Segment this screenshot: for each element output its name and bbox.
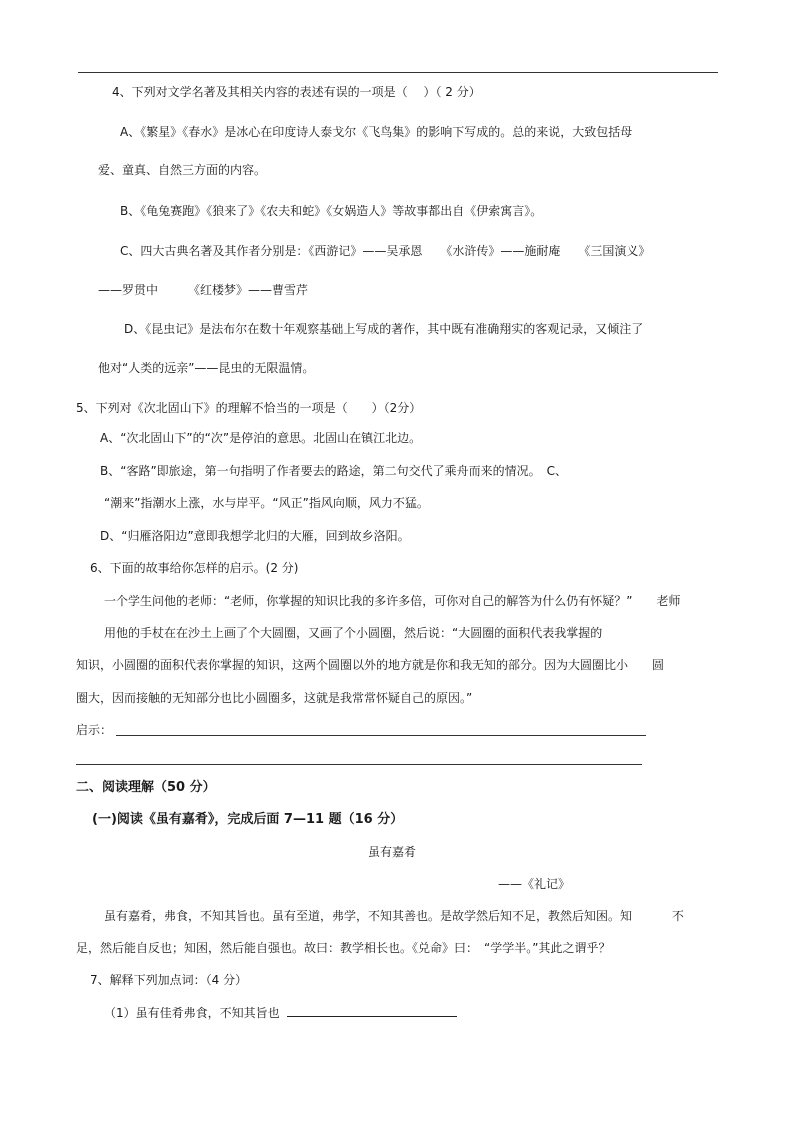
- passage-title: 虽有嘉肴: [368, 845, 417, 859]
- q6-story-line2: 用他的手杖在在沙土上画了个大圆圈，又画了个小圆圈，然后说：“大圆圈的面积代表我掌握的: [104, 626, 603, 640]
- q5-option-b: B、“客路”即旅途，第一句指明了作者要去的路途，第二句交代了乘舟而来的情况。 C、: [100, 464, 568, 478]
- q6-answer-line1[interactable]: [116, 735, 646, 736]
- q6-answer-line2[interactable]: [76, 764, 642, 765]
- passage-line2: 足，然后能自反也；知困，然后能自强也。故曰：教学相长也。《兑命》曰： “学学半。”其此之谓乎？: [76, 941, 611, 955]
- q4-option-b: B、《龟兔赛跑》《狼来了》《农夫和蛇》《女娲造人》等故事都出自《伊索寓言》。: [120, 204, 543, 218]
- q4-option-c-line2: ——罗贯中 《红楼梦》——曹雪芹: [98, 283, 309, 297]
- q5-option-a: A、“次北固山下”的“次”是停泊的意思。北固山在镇江北边。: [100, 431, 422, 445]
- q4-option-c-line1: C、四大古典名著及其作者分别是：《西游记》——吴承恩 《水浒传》——施耐庵 《三国演义》: [120, 244, 651, 258]
- q5-option-c: “潮来”指潮水上涨，水与岸平。“风正”指风向顺，风力不猛。: [104, 496, 429, 510]
- q6-story-line4: 圈大，因而接触的无知部分也比小圆圈多，这就是我常常怀疑自己的原因。”: [76, 691, 473, 705]
- q6-story-line3: 知识，小圆圈的面积代表你掌握的知识，这两个圆圈以外的地方就是你和我无知的部分。因为大圆圈比小 圆: [76, 658, 665, 672]
- q7-item1-text: （1）虽有佳肴弗食，不知其旨也: [104, 1006, 280, 1020]
- q6-story-line1: 一个学生问他的老师：“老师，你掌握的知识比我的多许多倍，可你对自己的解答为什么仍有怀疑？” 老师: [104, 594, 681, 608]
- q4-option-d-line2: 他对“人类的远亲”——昆虫的无限温情。: [98, 361, 315, 375]
- q4-option-a-line2: 爱、童真、自然三方面的内容。: [98, 163, 267, 177]
- q4-option-d-line1: D、《昆虫记》是法布尔在数十年观察基础上写成的著作，其中既有准确翔实的客观记录，又倾注了: [124, 322, 644, 336]
- section2-title: 二、阅读理解（50 分）: [76, 780, 216, 795]
- q4-stem: 4、下列对文学名著及其相关内容的表述有误的一项是（ ）（ 2 分）: [112, 85, 481, 99]
- q7-stem: 7、解释下列加点词：（4 分）: [90, 973, 248, 987]
- passage-source: ——《礼记》: [498, 877, 571, 891]
- q4-option-a-line1: A、《繁星》《春水》是冰心在印度诗人泰戈尔《飞鸟集》的影响下写成的。总的来说，大致包括母: [120, 125, 633, 139]
- q6-stem: 6、下面的故事给你怎样的启示。(2 分): [90, 561, 299, 575]
- top-rule: [78, 72, 718, 73]
- q7-item1-answer-blank[interactable]: [287, 1004, 457, 1017]
- passage-line1: 虽有嘉肴，弗食，不知其旨也。虽有至道，弗学，不知其善也。是故学然后知不足，教然后知困。知 不: [104, 909, 684, 923]
- q5-option-d: D、“归雁洛阳边”意即我想学北归的大雁，回到故乡洛阳。: [100, 529, 410, 543]
- q6-answer-label: 启示：: [76, 723, 113, 737]
- q7-item1: [104, 1004, 457, 1021]
- section2-subtitle: (一)阅读《虽有嘉肴》，完成后面 7—11 题（16 分）: [92, 812, 404, 827]
- q5-stem: 5、下列对《次北固山下》的理解不恰当的一项是（ ）（2分）: [76, 401, 422, 415]
